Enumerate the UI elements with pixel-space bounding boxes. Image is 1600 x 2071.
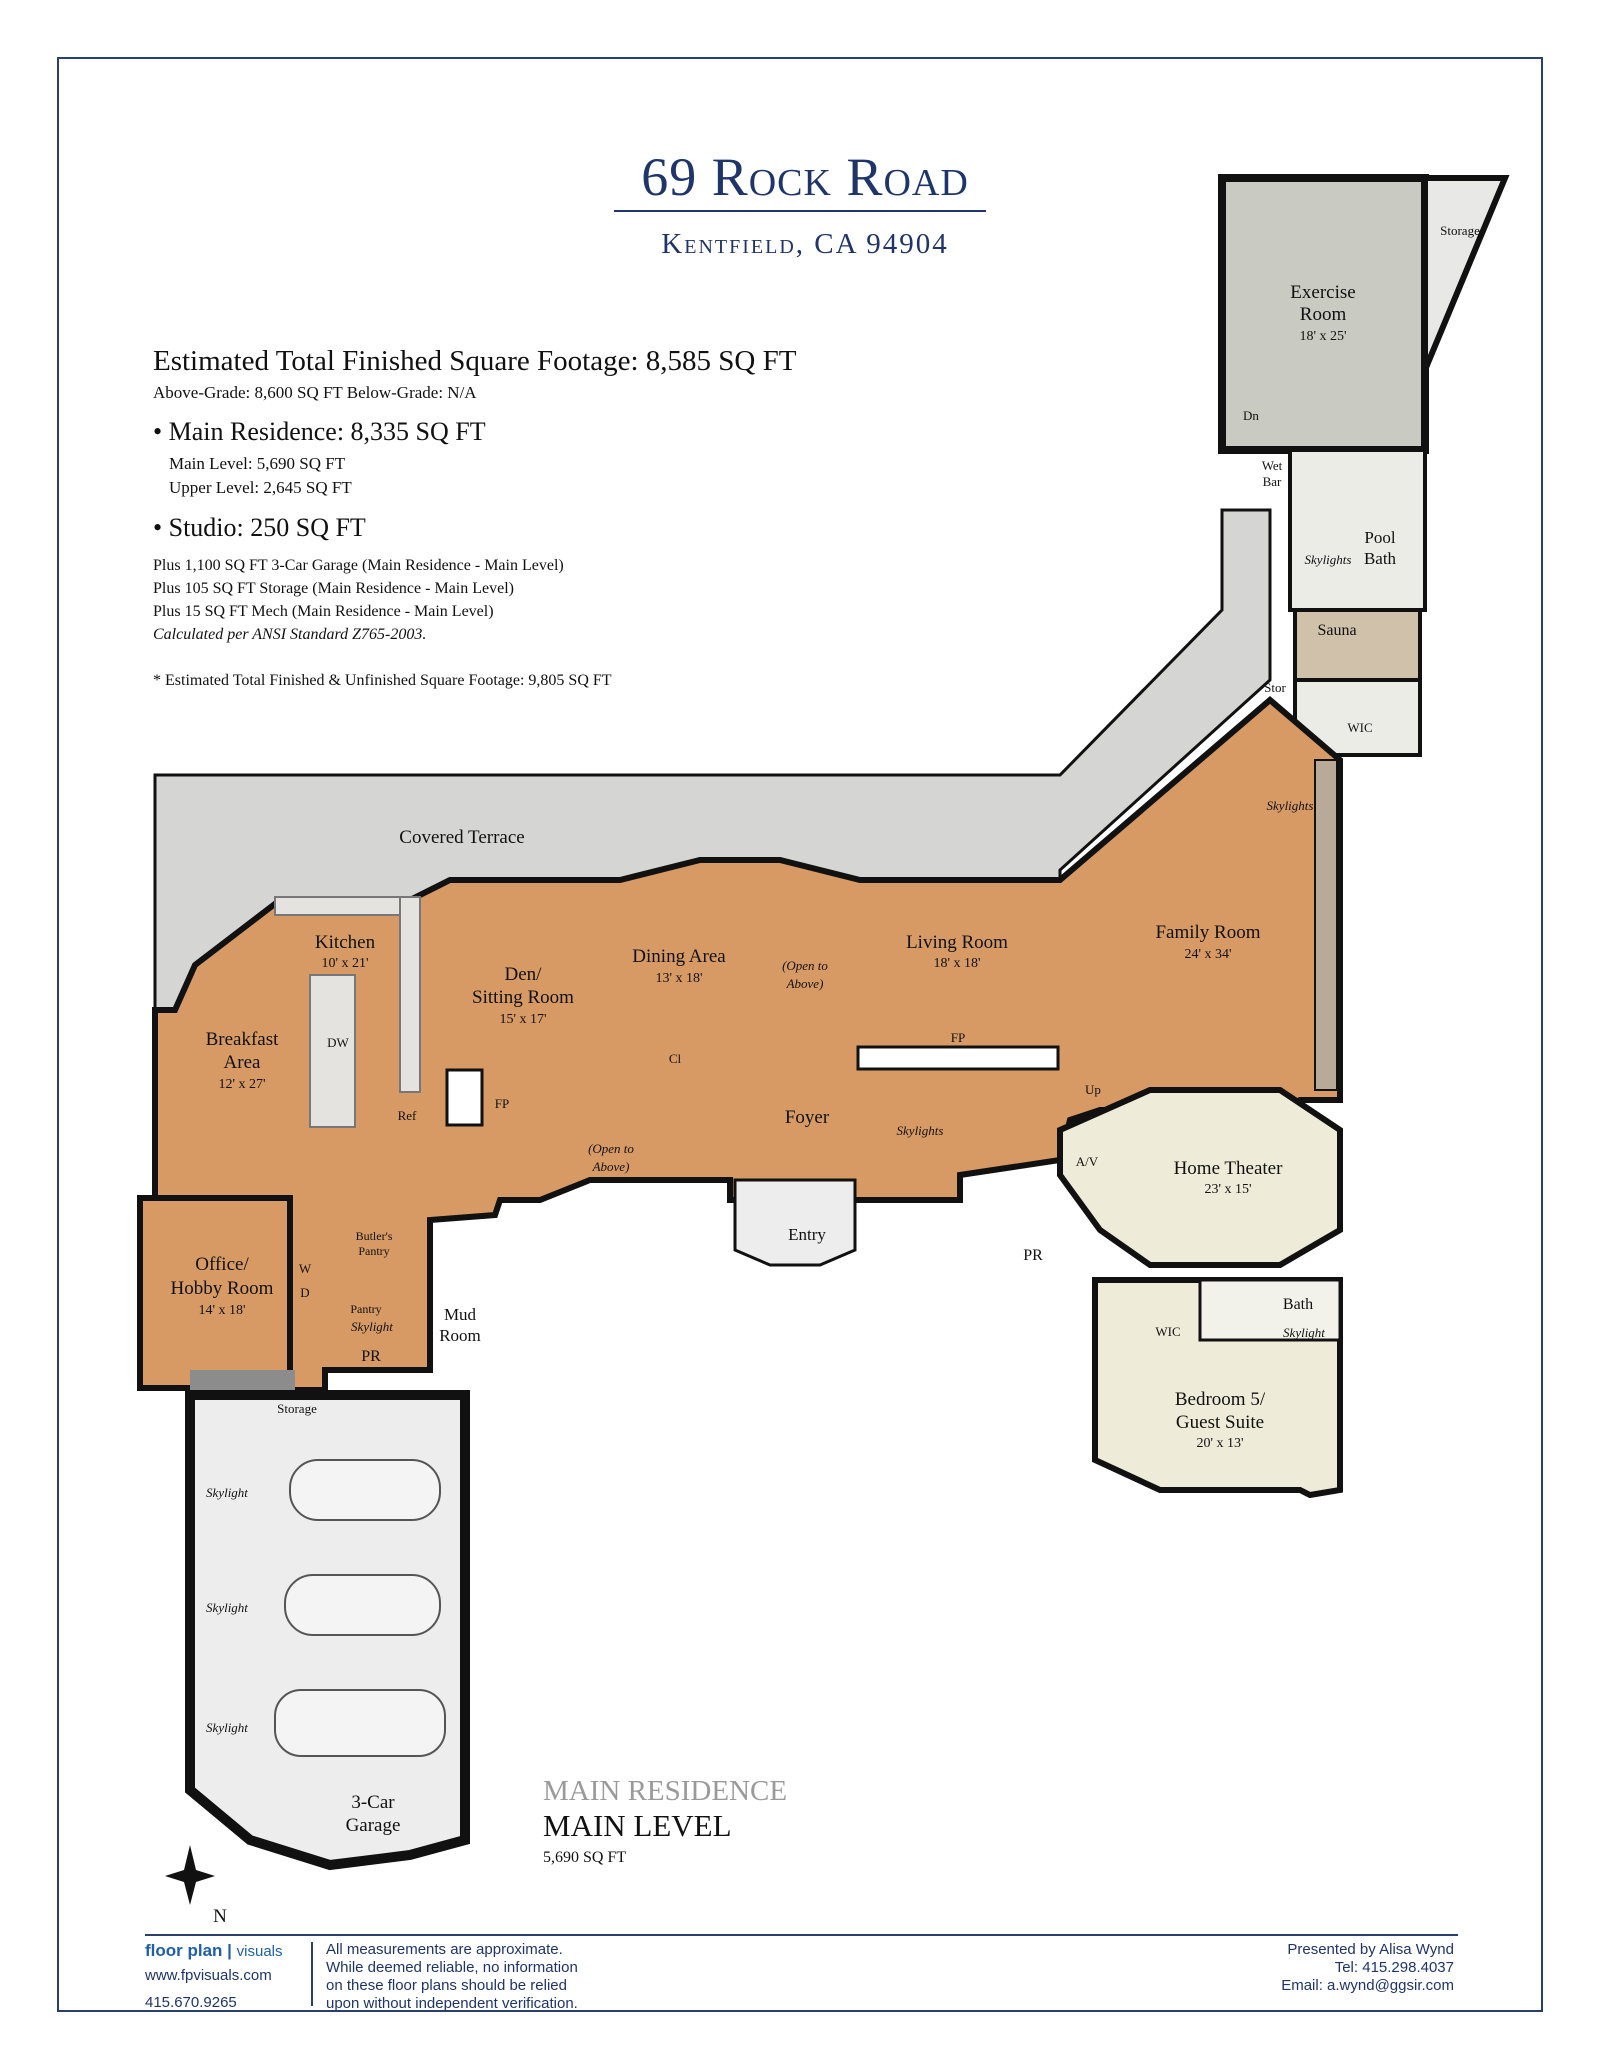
skylights-family-label: Skylights (1266, 798, 1314, 813)
property-subtitle: Kentfield, CA 94904 (661, 228, 949, 260)
kitchen-counter-side (400, 897, 420, 1092)
home-theater-label: Home Theater (1173, 1158, 1283, 1179)
pool-bath-label-2: Bath (1363, 549, 1397, 568)
pantry-label: Pantry (350, 1302, 382, 1316)
disclaimer (326, 1941, 656, 2013)
mud-label-2: Room (439, 1326, 481, 1345)
family-room-divider (1315, 760, 1337, 1090)
wic-top-label: WIC (1347, 720, 1373, 735)
upper-level-sqft: Upper Level: 2,645 SQ FT (169, 478, 352, 497)
entry-area (735, 1180, 855, 1265)
breakfast-label-1: Breakfast (205, 1029, 279, 1050)
presenter-tel: Tel: 415.298.4037 (1334, 1959, 1454, 1976)
butlers-label-2: Pantry (358, 1244, 390, 1258)
open-above-label-2: Above) (786, 976, 824, 991)
fp-den-label: FP (494, 1096, 510, 1111)
skylight-garage-3: Skylight (206, 1720, 248, 1735)
kitchen-label: Kitchen (314, 932, 376, 953)
pool-bath-label-1: Pool (1364, 528, 1396, 547)
breakfast-label-2: Area (223, 1052, 261, 1073)
den-label-2: Sitting Room (472, 987, 574, 1008)
brand-website[interactable]: www.fpvisuals.com (145, 1967, 272, 1984)
office-label-2: Hobby Room (170, 1278, 274, 1299)
skylight-pantry-label: Skylight (351, 1319, 393, 1334)
compass-icon (165, 1845, 215, 1905)
butlers-label-1: Butler's (355, 1229, 393, 1243)
open-above-foyer-1: (Open to (588, 1141, 634, 1156)
storage-top-label: Storage (1440, 223, 1480, 238)
garage-label-1: 3-Car (351, 1792, 395, 1813)
kitchen-dim: 10' x 21' (321, 956, 369, 971)
den-dim: 15' x 17' (499, 1012, 547, 1027)
presenter-name: Presented by Alisa Wynd (1287, 1941, 1454, 1958)
main-level-sqft: Main Level: 5,690 SQ FT (169, 454, 346, 473)
dining-dim: 13' x 18' (655, 971, 703, 986)
brand-sub: visuals (236, 1943, 283, 1960)
total-unfinished: * Estimated Total Finished & Unfinished Square Footage: 9,805 SQ FT (153, 672, 612, 689)
brand-logo: floor plan | visuals (145, 1941, 283, 1960)
presenter-info (1281, 1941, 1454, 1995)
total-sqft-heading: Estimated Total Finished Square Footage: 8,585 SQ FT (153, 345, 797, 377)
plus-line-1: Plus 1,100 SQ FT 3-Car Garage (Main Residence - Main Level) (153, 557, 564, 574)
up-label: Up (1085, 1082, 1101, 1097)
living-label: Living Room (906, 932, 1008, 953)
sauna-area (1295, 610, 1420, 680)
wic-bed-label: WIC (1155, 1324, 1181, 1339)
skylight-garage-2: Skylight (206, 1600, 248, 1615)
studio-text: Studio: 250 SQ FT (168, 513, 366, 542)
den-label-1: Den/ (504, 964, 542, 985)
disclaimer-line-3: on these floor plans should be relied (326, 1977, 567, 1994)
family-label: Family Room (1155, 922, 1261, 943)
exercise-dim: 18' x 25' (1299, 329, 1347, 344)
open-above-foyer-2: Above) (592, 1159, 630, 1174)
mud-label-1: Mud (443, 1305, 477, 1324)
main-residence-text: Main Residence: 8,335 SQ FT (168, 417, 486, 446)
disclaimer-line-4: upon without independent verification. (326, 1995, 578, 2012)
ansi-standard: Calculated per ANSI Standard Z765-2003. (153, 626, 427, 643)
main-residence-heading: • Main Residence: 8,335 SQ FT (153, 417, 486, 446)
level-sqft: 5,690 SQ FT (543, 1849, 627, 1866)
storage-top-area (1425, 178, 1505, 370)
grade-line: Above-Grade: 8,600 SQ FT Below-Grade: N/A (153, 383, 477, 402)
ref-label: Ref (397, 1108, 417, 1123)
stor-label: Stor (1264, 680, 1286, 695)
dn-label: Dn (1243, 408, 1259, 423)
dining-label: Dining Area (632, 946, 726, 967)
kitchen-island (310, 975, 355, 1127)
av-label: A/V (1075, 1154, 1099, 1169)
level-name: MAIN LEVEL (543, 1808, 732, 1843)
plus-line-2: Plus 105 SQ FT Storage (Main Residence - Main Level) (153, 580, 514, 597)
fp-label: FP (950, 1030, 966, 1045)
open-above-label-1: (Open to (782, 958, 828, 973)
skylights-pool-label: Skylights (1304, 552, 1352, 567)
studio-heading: • Studio: 250 SQ FT (153, 513, 366, 542)
car-1 (290, 1460, 440, 1520)
pr-left-label: PR (361, 1348, 381, 1365)
bedroom5-label-1: Bedroom 5/ (1174, 1389, 1266, 1410)
w-label: W (298, 1261, 312, 1276)
office-dim: 14' x 18' (198, 1303, 246, 1318)
office-label-1: Office/ (195, 1254, 249, 1275)
wet-bar-label-1: Wet (1261, 458, 1283, 473)
car-3 (275, 1690, 445, 1756)
storage-garage-label: Storage (277, 1401, 317, 1416)
living-dim: 18' x 18' (933, 956, 981, 971)
exercise-label-2: Room (1299, 304, 1347, 325)
exercise-label-1: Exercise (1290, 282, 1356, 303)
footer-divider (311, 1942, 313, 2006)
sauna-label: Sauna (1317, 622, 1357, 639)
bath-label: Bath (1282, 1296, 1314, 1313)
north-label: N (213, 1906, 227, 1927)
disclaimer-line-1: All measurements are approximate. (326, 1941, 563, 1958)
brand-phone: 415.670.9265 (145, 1994, 237, 2011)
garage-label-2: Garage (345, 1815, 401, 1836)
property-title: 69 Rock Road (641, 147, 969, 207)
pool-bath-area (1290, 450, 1425, 610)
foyer-label: Foyer (784, 1107, 830, 1128)
level-caption: MAIN RESIDENCE (543, 1775, 788, 1807)
cl-label: Cl (668, 1051, 682, 1066)
pr-right-label: PR (1023, 1247, 1043, 1264)
plus-line-3: Plus 15 SQ FT Mech (Main Residence - Main Level) (153, 603, 494, 620)
skylights-foyer-label: Skylights (896, 1123, 944, 1138)
entry-label: Entry (788, 1225, 826, 1244)
presenter-email[interactable]: Email: a.wynd@ggsir.com (1281, 1977, 1454, 1994)
dw-label: DW (327, 1035, 349, 1050)
den-fireplace (447, 1070, 482, 1125)
kitchen-counter-top (275, 897, 410, 915)
home-theater-dim: 23' x 15' (1204, 1182, 1252, 1197)
brand-name: floor plan (145, 1941, 223, 1960)
bedroom5-label-2: Guest Suite (1175, 1412, 1265, 1433)
car-2 (285, 1575, 440, 1635)
wet-bar-label-2: Bar (1262, 474, 1282, 489)
office-counter (190, 1370, 295, 1390)
living-fireplace (858, 1047, 1058, 1069)
skylight-bath-label: Skylight (1283, 1325, 1325, 1340)
d-label: D (300, 1285, 310, 1300)
disclaimer-line-2: While deemed reliable, no information (326, 1959, 578, 1976)
footer-rule (145, 1934, 1458, 1936)
bedroom5-dim: 20' x 13' (1196, 1436, 1244, 1451)
skylight-garage-1: Skylight (206, 1485, 248, 1500)
covered-terrace-label: Covered Terrace (399, 827, 525, 848)
breakfast-dim: 12' x 27' (218, 1077, 266, 1092)
family-dim: 24' x 34' (1184, 947, 1232, 962)
